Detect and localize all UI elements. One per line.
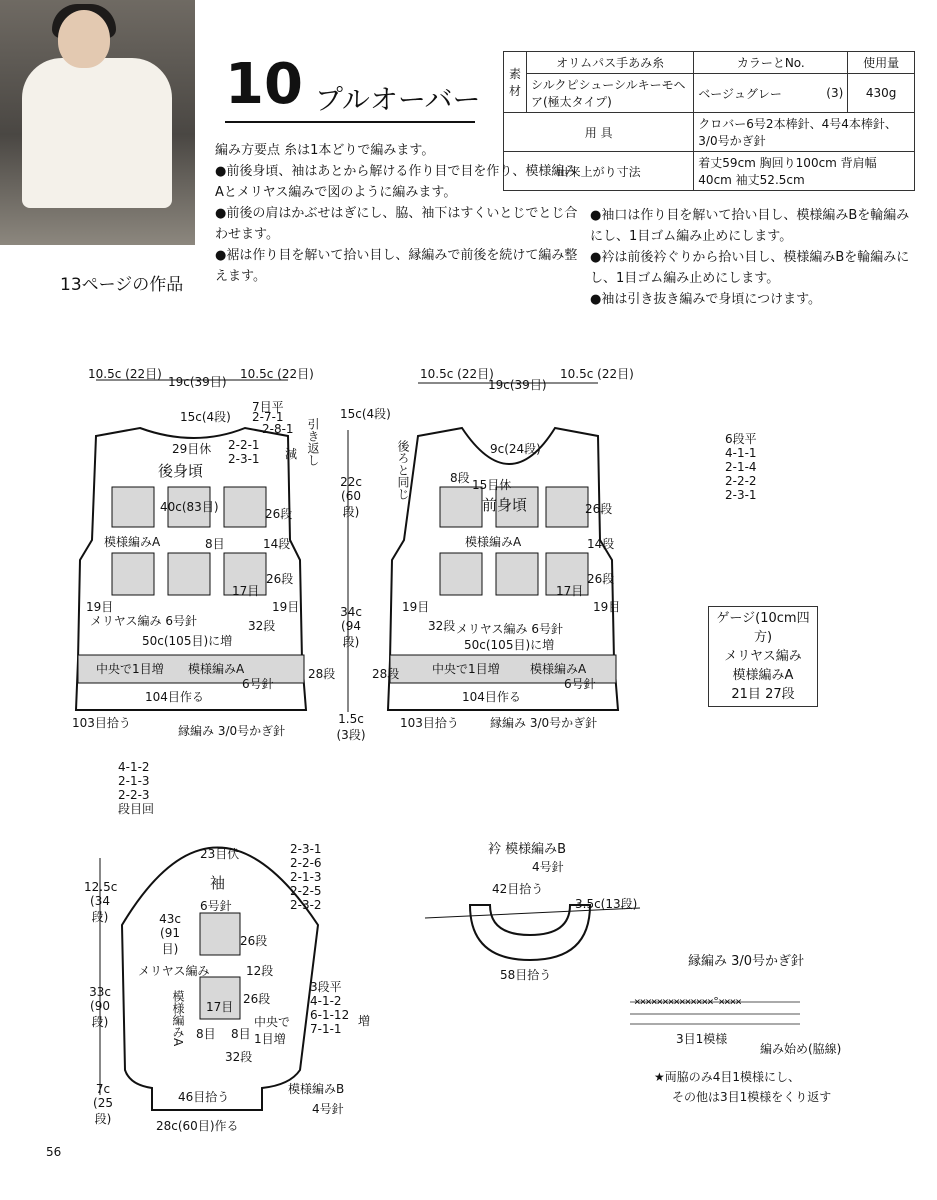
- yarn-amount: 430g: [848, 74, 915, 113]
- sleeve-st-17: 17目: [206, 1000, 234, 1014]
- back-shoulder-dec-2: 2-3-1: [228, 452, 260, 466]
- front-center-inc: 中央で1目増: [432, 662, 500, 676]
- sleeve-dec-1: 2-3-1: [290, 842, 322, 856]
- sleeve-inc-1: 3段平: [310, 980, 342, 994]
- back-top-right-width: 10.5c (22目): [240, 367, 314, 381]
- gauge-line-1: メリヤス編み: [724, 649, 802, 664]
- right-dec-1: 6段平: [725, 432, 757, 446]
- front-rows-32: 32段: [428, 619, 456, 633]
- source-caption: 13ページの作品: [60, 275, 184, 295]
- sleeve-cap-height: 12.5c (34段): [84, 880, 118, 924]
- front-st-19-left: 19目: [402, 600, 430, 614]
- color-name: ベージュグレー: [694, 74, 809, 113]
- color-header: カラーとNo.: [694, 52, 848, 74]
- front-rows-26: 26段: [585, 502, 613, 516]
- edging-start: 編み始め(脇線): [760, 1042, 842, 1056]
- sleeve-title: 袖: [210, 874, 226, 892]
- sleeve-motif: [200, 913, 240, 955]
- sleeve-dec-4: 2-2-5: [290, 884, 322, 898]
- front-neck-depth: 9c(24段): [490, 442, 541, 456]
- back-top-left-width: 10.5c (22目): [88, 367, 162, 381]
- right-dec-4: 2-2-2: [725, 474, 757, 488]
- back-neck-width: 19c(39目): [168, 375, 227, 389]
- color-number: (3): [809, 74, 848, 113]
- sleeve-dec-5: 2-3-2: [290, 898, 322, 912]
- tri-dec-1: 4-1-2: [118, 760, 150, 774]
- front-motif: [496, 553, 538, 595]
- back-neck-dec-3: 2-8-1: [262, 422, 294, 436]
- right-dec-3: 2-1-4: [725, 460, 757, 474]
- back-chest-width: 40c(83目): [160, 500, 219, 514]
- back-neck-depth-side: 15c(4段): [340, 407, 391, 421]
- tools-label: 用 具: [504, 113, 694, 152]
- page-number: 56: [46, 1145, 62, 1159]
- sleeve-rows-12: 12段: [246, 964, 274, 978]
- sleeve-inc-3: 6-1-12: [310, 1008, 350, 1022]
- tri-dec-2: 2-1-3: [118, 774, 150, 788]
- front-bind: 15目休: [472, 478, 512, 492]
- size-value: 着丈59cm 胸回り100cm 背肩幅40cm 袖丈52.5cm: [694, 152, 915, 191]
- back-rows-26: 26段: [265, 507, 293, 521]
- back-height-15: 1.5c (3段): [336, 712, 366, 742]
- pattern-title: プルオーバー: [315, 83, 481, 116]
- back-rows-32: 32段: [248, 619, 276, 633]
- front-rows-8: 8段: [450, 471, 470, 485]
- sleeve-pick: 46目拾う: [178, 1090, 230, 1104]
- front-rows-14: 14段: [587, 537, 615, 551]
- back-pick: 103目拾う: [72, 716, 131, 730]
- instruction-line: ●前後身頃、袖はあとから解ける作り目で目を作り、模様編みAとメリヤス編みで図のように編みます。: [215, 164, 578, 200]
- sleeve-dec-2: 2-2-6: [290, 856, 322, 870]
- back-shoulder-dec-1: 2-2-1: [228, 438, 260, 452]
- front-motif: [440, 487, 482, 527]
- front-cast-on: 104目作る: [462, 690, 521, 704]
- front-needle-6: 6号針: [564, 677, 596, 691]
- front-pattern-a-band: 模様編みA: [530, 662, 587, 676]
- edging-note-1: ★両脇のみ4目1模様にし、: [654, 1070, 801, 1084]
- right-dec-table: [725, 432, 757, 502]
- back-edging: 縁編み 3/0号かぎ針: [178, 724, 286, 738]
- back-neck-dec-1: 7目平: [252, 400, 284, 414]
- edging-title: 縁編み 3/0号かぎ針: [688, 954, 805, 969]
- back-rows-26b: 26段: [266, 572, 294, 586]
- front-edging: 縁編み 3/0号かぎ針: [490, 716, 598, 730]
- front-stockinette: メリヤス編み 6号針: [456, 622, 563, 636]
- instruction-line: ●袖は引き抜き編みで身頃につけます。: [590, 292, 822, 307]
- back-pattern-a-band: 模様編みA: [188, 662, 245, 676]
- front-rows-28: 28段: [372, 667, 400, 681]
- size-label: 出来上がり寸法: [504, 152, 694, 191]
- sleeve-center-inc: 中央で1目増: [254, 1015, 291, 1046]
- front-pattern-a: 模様編みA: [465, 535, 522, 549]
- front-top-left-width: 10.5c (22目): [420, 367, 494, 381]
- collar-needle: 4号針: [532, 860, 564, 874]
- sleeve-needle-6: 6号針: [200, 899, 232, 913]
- instruction-line: ●裾は作り目を解いて拾い目し、縁編みで前後を続けて編み整えます。: [215, 248, 578, 284]
- back-motif: [224, 487, 266, 527]
- back-height-34: 34c (94段): [340, 605, 362, 649]
- back-cast-on: 104目作る: [145, 690, 204, 704]
- sleeve-inc-table: [310, 980, 349, 1036]
- back-st-8: 8目: [205, 537, 225, 551]
- gauge-line-3: 21目 27段: [731, 687, 795, 702]
- instruction-line: ●前後の肩はかぶせはぎにし、脇、袖下はすくいとじでとじ合わせます。: [215, 206, 578, 242]
- sleeve-rows-32: 32段: [225, 1050, 253, 1064]
- yarn-header: オリムパス手あみ糸: [527, 52, 694, 74]
- sleeve-dec-3: 2-1-3: [290, 870, 322, 884]
- sleeve-st-8b: 8目: [231, 1027, 251, 1041]
- sleeve-rows-26b: 26段: [243, 992, 271, 1006]
- sleeve-needle-4: 4号針: [312, 1102, 344, 1116]
- back-stockinette: メリヤス編み 6号針: [90, 614, 197, 628]
- front-rows-26b: 26段: [587, 572, 615, 586]
- tools-value: クロバー6号2本棒針、4号4本棒針、3/0号かぎ針: [694, 113, 915, 152]
- collar-pick-42: 42目拾う: [492, 882, 544, 896]
- right-dec-5: 2-3-1: [725, 488, 757, 502]
- amount-header: 使用量: [848, 52, 915, 74]
- back-neck-dec-2: 2-7-1: [252, 410, 284, 424]
- back-motif: [168, 553, 210, 595]
- back-neck-depth: 15c(4段): [180, 410, 231, 424]
- back-increase: 50c(105目)に増: [142, 634, 233, 648]
- back-title: 後身頃: [158, 462, 204, 480]
- materials-label: 素材: [504, 52, 527, 113]
- front-neck-width: 19c(39目): [488, 378, 547, 392]
- sleeve-st-8a: 8目: [196, 1027, 216, 1041]
- back-st-17: 17目: [232, 584, 260, 598]
- back-motif: [112, 553, 154, 595]
- yarn-name: シルクピシューシルキーモヘア(極太タイプ): [527, 74, 694, 113]
- front-top-right-width: 10.5c (22目): [560, 367, 634, 381]
- sleeve-cast-on: 28c(60目)作る: [156, 1119, 239, 1133]
- sleeve-pattern-a: 模様編みA: [171, 990, 185, 1047]
- sleeve-body-height: 33c (90段): [89, 985, 111, 1029]
- back-height-22: 22c (60段): [340, 475, 362, 519]
- edging-chart-symbols: ××××××××××××××°××××: [634, 995, 741, 1008]
- back-center-inc: 中央で1目増: [96, 662, 164, 676]
- sleeve-rows-26: 26段: [240, 934, 268, 948]
- front-increase: 50c(105目)に増: [464, 638, 555, 652]
- front-motif: [546, 487, 588, 527]
- same-as-back: 後ろと同じ: [396, 440, 410, 500]
- gauge-line-2: 模様編みA: [732, 668, 794, 683]
- sleeve-dec-table: [290, 842, 322, 912]
- collar-title: 衿 模様編みB: [488, 842, 567, 857]
- sleeve-cuff-height: 7c (25段): [93, 1082, 113, 1126]
- front-title: 前身頃: [482, 496, 528, 514]
- right-dec-2: 4-1-1: [725, 446, 757, 460]
- instruction-line: ●袖口は作り目を解いて拾い目し、模様編みBを輪編みにし、1目ゴム編み止めにします。: [590, 208, 910, 244]
- tri-dec-foot: 段目回: [118, 802, 155, 816]
- back-rows-14: 14段: [263, 537, 291, 551]
- back-needle-6: 6号針: [242, 677, 274, 691]
- sleeve-stockinette: メリヤス編み: [138, 964, 210, 978]
- front-motif: [440, 553, 482, 595]
- sleeve-inc-4: 7-1-1: [310, 1022, 342, 1036]
- collar-pick-58: 58目拾う: [500, 968, 552, 982]
- instruction-line: 編み方要点 糸は1本どりで編みます。: [215, 143, 435, 158]
- instruction-line: ●衿は前後衿ぐりから拾い目し、模様編みBを輪編みにし、1目ゴム編み止めにします。: [590, 250, 910, 286]
- back-pattern-a: 模様編みA: [104, 535, 161, 549]
- collar-height: 3.5c(13段): [575, 897, 638, 911]
- edging-repeat: 3目1模様: [676, 1032, 728, 1046]
- front-pick: 103目拾う: [400, 716, 459, 730]
- tri-dec-3: 2-2-3: [118, 788, 150, 802]
- sleeve-inc-2: 4-1-2: [310, 994, 342, 1008]
- gauge-title: ゲージ(10cm四方): [716, 611, 810, 645]
- pattern-number: 10: [225, 52, 303, 117]
- sleeve-top-bind: 23目伏: [200, 847, 240, 861]
- back-neck-bind: 29目休: [172, 442, 212, 456]
- triangle-dec-table: [90, 760, 154, 816]
- back-st-19-left: 19目: [86, 600, 114, 614]
- edging-note-2: その他は3目1模様をくり返す: [672, 1090, 832, 1104]
- sleeve-pattern-b: 模様編みB: [288, 1082, 345, 1096]
- sleeve-inc-word: 増: [358, 1014, 371, 1028]
- back-st-19-right: 19目: [272, 600, 300, 614]
- back-rows-28: 28段: [308, 667, 336, 681]
- front-st-17: 17目: [556, 584, 584, 598]
- short-row-label: 引き返し: [306, 418, 320, 466]
- back-motif: [112, 487, 154, 527]
- sleeve-width: 43c (91目): [159, 912, 181, 956]
- dec-word: 減: [285, 447, 298, 461]
- front-st-19-right: 19目: [593, 600, 621, 614]
- gauge-box: [708, 606, 818, 707]
